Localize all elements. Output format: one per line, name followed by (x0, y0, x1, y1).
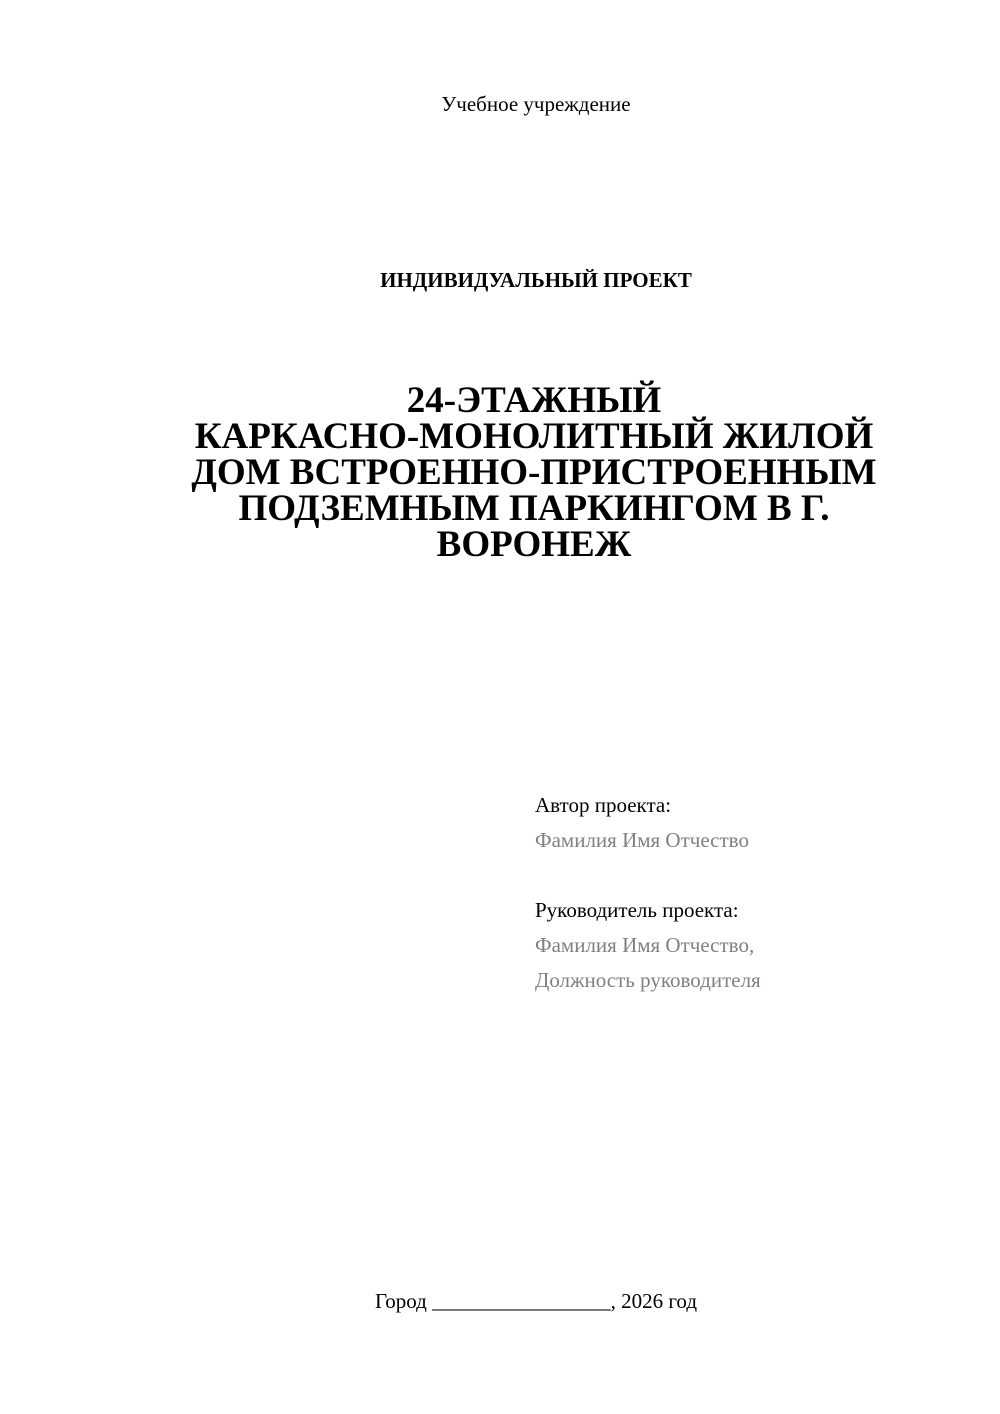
supervisor-position: Должность руководителя (535, 968, 761, 992)
author-label: Автор проекта: (535, 793, 672, 817)
title-line-1: 24-ЭТАЖНЫЙ (406, 380, 662, 421)
document-type: ИНДИВИДУАЛЬНЫЙ ПРОЕКТ (380, 268, 692, 292)
people-block (535, 788, 761, 998)
city-year-line: Город _________________, 2026 год (374, 1289, 698, 1313)
institution-name: Учебное учреждение (441, 92, 631, 116)
title-line-3: ДОМ ВСТРОЕННО-ПРИСТРОЕННЫМ (191, 452, 877, 493)
author-name: Фамилия Имя Отчество (535, 828, 749, 852)
title-line-4: ПОДЗЕМНЫМ ПАРКИНГОМ В Г. (238, 488, 830, 529)
title-line-2: КАРКАСНО-МОНОЛИТНЫЙ ЖИЛОЙ (194, 416, 874, 457)
supervisor-name: Фамилия Имя Отчество, (535, 933, 755, 957)
project-title (0, 380, 1000, 565)
supervisor-label: Руководитель проекта: (535, 898, 739, 922)
title-line-5: ВОРОНЕЖ (436, 524, 632, 565)
spacer (535, 858, 761, 893)
